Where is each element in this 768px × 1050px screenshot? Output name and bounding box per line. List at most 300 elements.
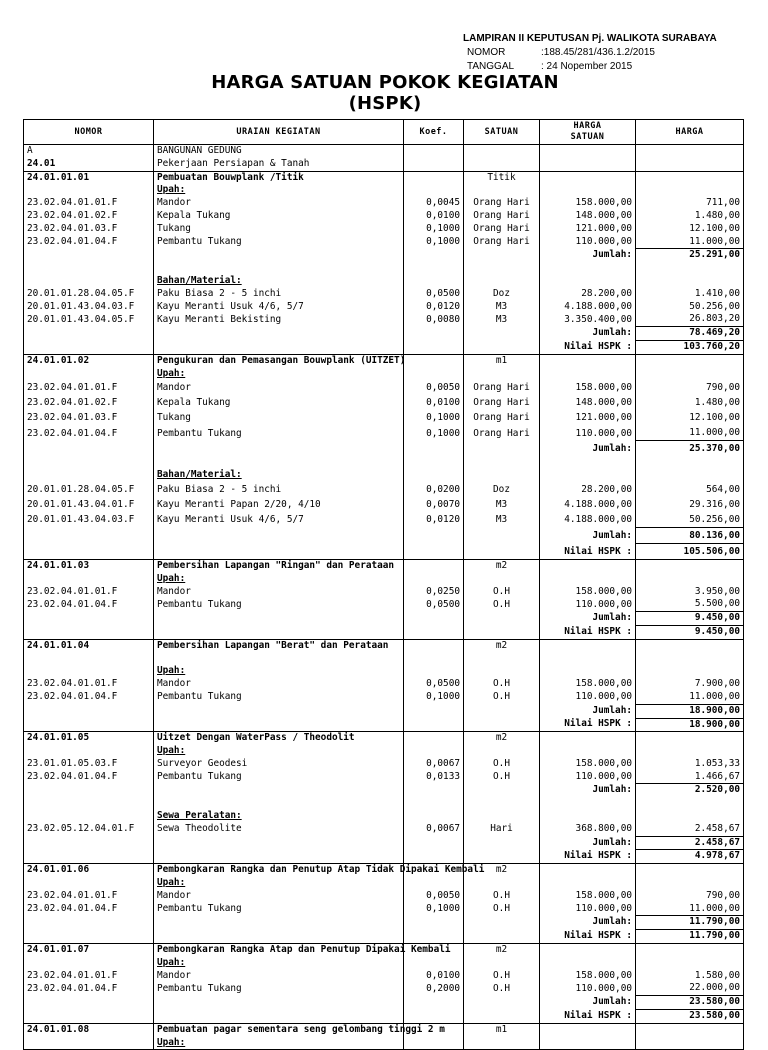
row-harga: 1.053,33	[636, 758, 744, 771]
row-uraian: Sewa Theodolite	[154, 823, 404, 836]
row-harga: 11.000,00	[636, 425, 744, 441]
total-row	[24, 718, 744, 732]
row-satuan	[464, 930, 540, 944]
row-koef	[404, 930, 464, 944]
table-row	[24, 410, 744, 425]
col-header-harga: HARGA	[636, 120, 744, 145]
row-satuan: Doz	[464, 288, 540, 301]
total-label: Nilai HSPK :	[540, 718, 636, 732]
row-uraian: BANGUNAN GEDUNG	[154, 145, 404, 158]
row-harga-satuan	[540, 864, 636, 877]
row-satuan: m2	[464, 732, 540, 745]
row-uraian: Pembantu Tukang	[154, 903, 404, 916]
section-row	[24, 944, 744, 957]
table-row	[24, 197, 744, 210]
total-row	[24, 704, 744, 718]
row-harga: 29.316,00	[636, 497, 744, 512]
row-satuan	[464, 745, 540, 758]
row-harga	[636, 559, 744, 572]
row-satuan	[464, 368, 540, 381]
row-harga-satuan	[540, 665, 636, 678]
row-koef	[404, 850, 464, 864]
row-satuan: m2	[464, 559, 540, 572]
row-uraian	[154, 249, 404, 262]
table-row	[24, 598, 744, 611]
row-satuan: O.H	[464, 982, 540, 995]
row-harga-satuan	[540, 275, 636, 288]
row-koef	[404, 1010, 464, 1024]
row-nomor: 23.02.04.01.04.F	[24, 691, 154, 704]
row-satuan: M3	[464, 512, 540, 528]
table-row	[24, 395, 744, 410]
row-satuan: O.H	[464, 970, 540, 983]
row-uraian: Upah:	[154, 573, 404, 586]
row-satuan	[464, 573, 540, 586]
section-row	[24, 732, 744, 745]
row-satuan	[464, 996, 540, 1010]
row-satuan	[464, 810, 540, 823]
subheading-row	[24, 573, 744, 586]
table-row	[24, 823, 744, 836]
row-harga	[636, 158, 744, 171]
row-uraian: Kayu Meranti Papan 2/20, 4/10	[154, 497, 404, 512]
total-row	[24, 836, 744, 850]
row-harga-satuan	[540, 810, 636, 823]
row-nomor: 23.02.04.01.01.F	[24, 380, 154, 395]
row-uraian	[154, 441, 404, 457]
row-uraian: Mandor	[154, 678, 404, 691]
total-label: Nilai HSPK :	[540, 1010, 636, 1024]
row-harga: 11.000,00	[636, 236, 744, 249]
total-value: 18.900,00	[636, 704, 744, 718]
row-nomor: 23.02.04.01.01.F	[24, 586, 154, 599]
row-satuan: m2	[464, 639, 540, 652]
row-satuan	[464, 1010, 540, 1024]
row-koef: 0,0050	[404, 380, 464, 395]
row-harga: 1.480,00	[636, 210, 744, 223]
row-nomor: 23.02.05.12.04.01.F	[24, 823, 154, 836]
row-koef: 0,0100	[404, 970, 464, 983]
table-row	[24, 890, 744, 903]
blank-row	[24, 797, 744, 810]
row-harga-satuan: 158.000,00	[540, 380, 636, 395]
row-koef: 0,0070	[404, 497, 464, 512]
row-uraian: Mandor	[154, 380, 404, 395]
subheading-row	[24, 275, 744, 288]
total-value: 18.900,00	[636, 718, 744, 732]
row-koef: 0,0500	[404, 598, 464, 611]
row-empty-cell	[540, 653, 636, 666]
table-row	[24, 691, 744, 704]
row-nomor	[24, 718, 154, 732]
row-harga-satuan	[540, 469, 636, 482]
table-row	[24, 223, 744, 236]
row-nomor	[24, 527, 154, 543]
total-value: 4.978,67	[636, 850, 744, 864]
row-nomor	[24, 957, 154, 970]
row-nomor	[24, 275, 154, 288]
row-koef: 0,0500	[404, 288, 464, 301]
col-header-harga-satuan-line2: SATUAN	[570, 132, 605, 142]
row-harga: 12.100,00	[636, 223, 744, 236]
row-empty-cell	[540, 262, 636, 275]
row-harga-satuan: 158.000,00	[540, 586, 636, 599]
row-koef	[404, 665, 464, 678]
row-koef	[404, 249, 464, 262]
row-koef: 0,0080	[404, 313, 464, 326]
row-satuan: Orang Hari	[464, 223, 540, 236]
row-koef: 0,0067	[404, 823, 464, 836]
table-row	[24, 982, 744, 995]
row-harga-satuan	[540, 145, 636, 158]
row-harga-satuan: 158.000,00	[540, 970, 636, 983]
row-empty-cell	[24, 456, 154, 469]
row-satuan	[464, 327, 540, 341]
row-koef: 0,0050	[404, 890, 464, 903]
row-empty-cell	[464, 262, 540, 275]
row-uraian: Pembantu Tukang	[154, 425, 404, 441]
row-satuan: Orang Hari	[464, 197, 540, 210]
total-value: 25.370,00	[636, 441, 744, 457]
row-satuan: O.H	[464, 890, 540, 903]
row-uraian	[154, 836, 404, 850]
row-uraian: Pekerjaan Persiapan & Tanah	[154, 158, 404, 171]
row-nomor	[24, 184, 154, 197]
row-harga-satuan: 4.188.000,00	[540, 301, 636, 314]
table-body	[24, 145, 744, 1050]
row-empty-cell	[540, 797, 636, 810]
row-satuan: Doz	[464, 482, 540, 497]
col-header-harga-satuan-line1: HARGA	[573, 121, 602, 131]
row-harga-satuan	[540, 171, 636, 184]
row-harga	[636, 275, 744, 288]
row-koef	[404, 327, 464, 341]
table-row	[24, 497, 744, 512]
table-row	[24, 903, 744, 916]
row-satuan: Orang Hari	[464, 236, 540, 249]
row-uraian: Pembersihan Lapangan "Ringan" dan Perataan	[154, 559, 404, 572]
row-koef	[404, 877, 464, 890]
row-satuan: O.H	[464, 598, 540, 611]
total-value: 2.520,00	[636, 784, 744, 797]
row-harga: 12.100,00	[636, 410, 744, 425]
total-value: 25.291,00	[636, 249, 744, 262]
row-nomor: 20.01.01.28.04.05.F	[24, 482, 154, 497]
row-nomor: 23.02.04.01.04.F	[24, 903, 154, 916]
total-value: 23.580,00	[636, 996, 744, 1010]
row-koef	[404, 171, 464, 184]
subheading-row	[24, 745, 744, 758]
row-harga-satuan: 110.000,00	[540, 691, 636, 704]
row-harga-satuan: 148.000,00	[540, 210, 636, 223]
row-nomor: 23.02.04.01.01.F	[24, 678, 154, 691]
row-harga-satuan: 158.000,00	[540, 758, 636, 771]
title-line-2: (HSPK)	[348, 93, 422, 114]
row-nomor: 23.02.04.01.04.F	[24, 982, 154, 995]
row-empty-cell	[154, 456, 404, 469]
subheading-row	[24, 184, 744, 197]
row-harga-satuan	[540, 877, 636, 890]
row-satuan	[464, 527, 540, 543]
row-satuan	[464, 877, 540, 890]
row-nomor	[24, 704, 154, 718]
row-harga	[636, 1023, 744, 1036]
row-nomor: 23.02.04.01.02.F	[24, 395, 154, 410]
row-harga	[636, 469, 744, 482]
row-satuan	[464, 836, 540, 850]
row-uraian	[154, 612, 404, 626]
row-harga-satuan: 4.188.000,00	[540, 497, 636, 512]
row-nomor: 23.02.04.01.01.F	[24, 197, 154, 210]
row-nomor: 23.02.04.01.02.F	[24, 210, 154, 223]
row-koef	[404, 158, 464, 171]
row-harga-satuan: 4.188.000,00	[540, 512, 636, 528]
row-harga: 1.410,00	[636, 288, 744, 301]
row-harga: 1.466,67	[636, 771, 744, 784]
section-row	[24, 1023, 744, 1036]
row-uraian	[154, 625, 404, 639]
row-harga: 790,00	[636, 890, 744, 903]
row-harga	[636, 944, 744, 957]
row-koef	[404, 639, 464, 652]
row-harga: 1.580,00	[636, 970, 744, 983]
row-uraian: Paku Biasa 2 - 5 inchi	[154, 482, 404, 497]
row-empty-cell	[404, 653, 464, 666]
row-uraian: Upah:	[154, 184, 404, 197]
row-nomor	[24, 665, 154, 678]
row-nomor: 24.01.01.01	[24, 171, 154, 184]
total-label: Jumlah:	[540, 836, 636, 850]
total-row	[24, 441, 744, 457]
row-uraian: Sewa Peralatan:	[154, 810, 404, 823]
row-uraian: Pembantu Tukang	[154, 982, 404, 995]
row-harga	[636, 184, 744, 197]
row-nomor: 20.01.01.43.04.05.F	[24, 313, 154, 326]
total-row	[24, 543, 744, 559]
section-row	[24, 559, 744, 572]
total-value: 78.469,20	[636, 327, 744, 341]
row-harga-satuan: 121.000,00	[540, 410, 636, 425]
row-satuan	[464, 543, 540, 559]
section-row	[24, 354, 744, 367]
row-empty-cell	[154, 653, 404, 666]
row-empty-cell	[24, 653, 154, 666]
row-koef	[404, 732, 464, 745]
row-nomor	[24, 573, 154, 586]
row-uraian: Kepala Tukang	[154, 210, 404, 223]
row-koef: 0,1000	[404, 691, 464, 704]
subheading-row	[24, 1037, 744, 1050]
col-header-uraian: URAIAN KEGIATAN	[154, 120, 404, 145]
row-satuan: M3	[464, 301, 540, 314]
total-value: 80.136,00	[636, 527, 744, 543]
row-uraian	[154, 916, 404, 930]
total-row	[24, 916, 744, 930]
table-row	[24, 482, 744, 497]
row-uraian	[154, 850, 404, 864]
row-harga: 26.803,20	[636, 313, 744, 326]
row-nomor: A	[24, 145, 154, 158]
row-harga-satuan	[540, 573, 636, 586]
row-harga	[636, 368, 744, 381]
row-nomor: 24.01.01.08	[24, 1023, 154, 1036]
row-uraian: Mandor	[154, 970, 404, 983]
total-row	[24, 996, 744, 1010]
row-satuan	[464, 916, 540, 930]
total-label: Jumlah:	[540, 996, 636, 1010]
row-koef: 0,0100	[404, 210, 464, 223]
row-koef: 0,0250	[404, 586, 464, 599]
row-koef	[404, 275, 464, 288]
row-satuan	[464, 665, 540, 678]
row-harga-satuan: 368.800,00	[540, 823, 636, 836]
row-nomor	[24, 745, 154, 758]
row-koef	[404, 368, 464, 381]
total-label: Jumlah:	[540, 441, 636, 457]
row-uraian	[154, 784, 404, 797]
row-nomor	[24, 249, 154, 262]
row-satuan: O.H	[464, 758, 540, 771]
row-satuan: m2	[464, 944, 540, 957]
row-uraian	[154, 704, 404, 718]
row-empty-cell	[404, 797, 464, 810]
total-label: Jumlah:	[540, 704, 636, 718]
total-row	[24, 249, 744, 262]
row-harga-satuan	[540, 1023, 636, 1036]
row-uraian: Upah:	[154, 665, 404, 678]
row-harga-satuan	[540, 745, 636, 758]
tanggal-value: : 24 Nopember 2015	[541, 61, 633, 72]
row-nomor	[24, 916, 154, 930]
row-koef	[404, 957, 464, 970]
row-harga: 11.000,00	[636, 903, 744, 916]
total-row	[24, 327, 744, 341]
row-nomor	[24, 612, 154, 626]
row-satuan: Hari	[464, 823, 540, 836]
total-row	[24, 784, 744, 797]
row-nomor: 24.01.01.07	[24, 944, 154, 957]
row-harga-satuan	[540, 639, 636, 652]
table-row	[24, 512, 744, 528]
row-koef	[404, 340, 464, 354]
subheading-row	[24, 469, 744, 482]
total-label: Jumlah:	[540, 784, 636, 797]
total-value: 9.450,00	[636, 612, 744, 626]
table-row	[24, 288, 744, 301]
row-koef	[404, 469, 464, 482]
row-koef	[404, 810, 464, 823]
row-nomor	[24, 996, 154, 1010]
row-nomor: 23.02.04.01.03.F	[24, 410, 154, 425]
row-uraian: Tukang	[154, 410, 404, 425]
row-koef: 0,0120	[404, 301, 464, 314]
table-row	[24, 425, 744, 441]
row-uraian: Upah:	[154, 368, 404, 381]
row-koef	[404, 184, 464, 197]
row-koef	[404, 527, 464, 543]
subheading-row	[24, 810, 744, 823]
total-row	[24, 930, 744, 944]
row-satuan: O.H	[464, 586, 540, 599]
row-satuan: m1	[464, 1023, 540, 1036]
table-row	[24, 586, 744, 599]
row-satuan	[464, 850, 540, 864]
row-harga: 2.458,67	[636, 823, 744, 836]
row-harga-satuan: 3.350.400,00	[540, 313, 636, 326]
row-koef	[404, 745, 464, 758]
row-nomor: 24.01.01.05	[24, 732, 154, 745]
row-nomor: 20.01.01.43.04.03.F	[24, 512, 154, 528]
row-uraian	[154, 718, 404, 732]
subheading-row	[24, 665, 744, 678]
row-harga-satuan	[540, 944, 636, 957]
row-nomor: 20.01.01.28.04.05.F	[24, 288, 154, 301]
table-row	[24, 301, 744, 314]
row-nomor	[24, 836, 154, 850]
row-satuan: Orang Hari	[464, 210, 540, 223]
document-title	[150, 72, 620, 114]
row-harga-satuan: 121.000,00	[540, 223, 636, 236]
row-nomor	[24, 877, 154, 890]
total-value: 2.458,67	[636, 836, 744, 850]
total-label: Jumlah:	[540, 327, 636, 341]
row-empty-cell	[464, 653, 540, 666]
row-nomor	[24, 327, 154, 341]
row-uraian: Mandor	[154, 890, 404, 903]
group-row	[24, 145, 744, 158]
row-harga: 22.000,00	[636, 982, 744, 995]
row-koef: 0,0100	[404, 395, 464, 410]
row-nomor	[24, 625, 154, 639]
row-empty-cell	[404, 262, 464, 275]
row-uraian: Kayu Meranti Usuk 4/6, 5/7	[154, 301, 404, 314]
row-satuan	[464, 612, 540, 626]
col-header-koef: Koef.	[404, 120, 464, 145]
total-value: 11.790,00	[636, 930, 744, 944]
row-satuan	[464, 469, 540, 482]
row-harga-satuan	[540, 957, 636, 970]
blank-row	[24, 456, 744, 469]
row-empty-cell	[154, 262, 404, 275]
row-empty-cell	[636, 653, 744, 666]
row-koef: 0,0200	[404, 482, 464, 497]
row-uraian: Upah:	[154, 1037, 404, 1050]
table-row	[24, 236, 744, 249]
row-harga	[636, 745, 744, 758]
row-nomor: 24.01	[24, 158, 154, 171]
row-uraian: Pembantu Tukang	[154, 236, 404, 249]
total-label: Nilai HSPK :	[540, 625, 636, 639]
row-satuan: O.H	[464, 678, 540, 691]
row-satuan	[464, 957, 540, 970]
row-harga	[636, 171, 744, 184]
total-row	[24, 612, 744, 626]
row-uraian: Pembuatan Bouwplank /Titik	[154, 171, 404, 184]
row-nomor: 23.02.04.01.04.F	[24, 771, 154, 784]
col-header-satuan: SATUAN	[464, 120, 540, 145]
row-harga-satuan: 110.000,00	[540, 598, 636, 611]
row-uraian: Bahan/Material:	[154, 469, 404, 482]
subheading-row	[24, 877, 744, 890]
row-uraian	[154, 327, 404, 341]
row-koef	[404, 354, 464, 367]
row-nomor	[24, 543, 154, 559]
row-harga-satuan: 110.000,00	[540, 425, 636, 441]
total-label: Jumlah:	[540, 527, 636, 543]
row-satuan: O.H	[464, 903, 540, 916]
row-empty-cell	[540, 456, 636, 469]
row-uraian: Pembongkaran Rangka dan Penutup Atap Tidak Dipakai Kembali	[154, 864, 404, 877]
